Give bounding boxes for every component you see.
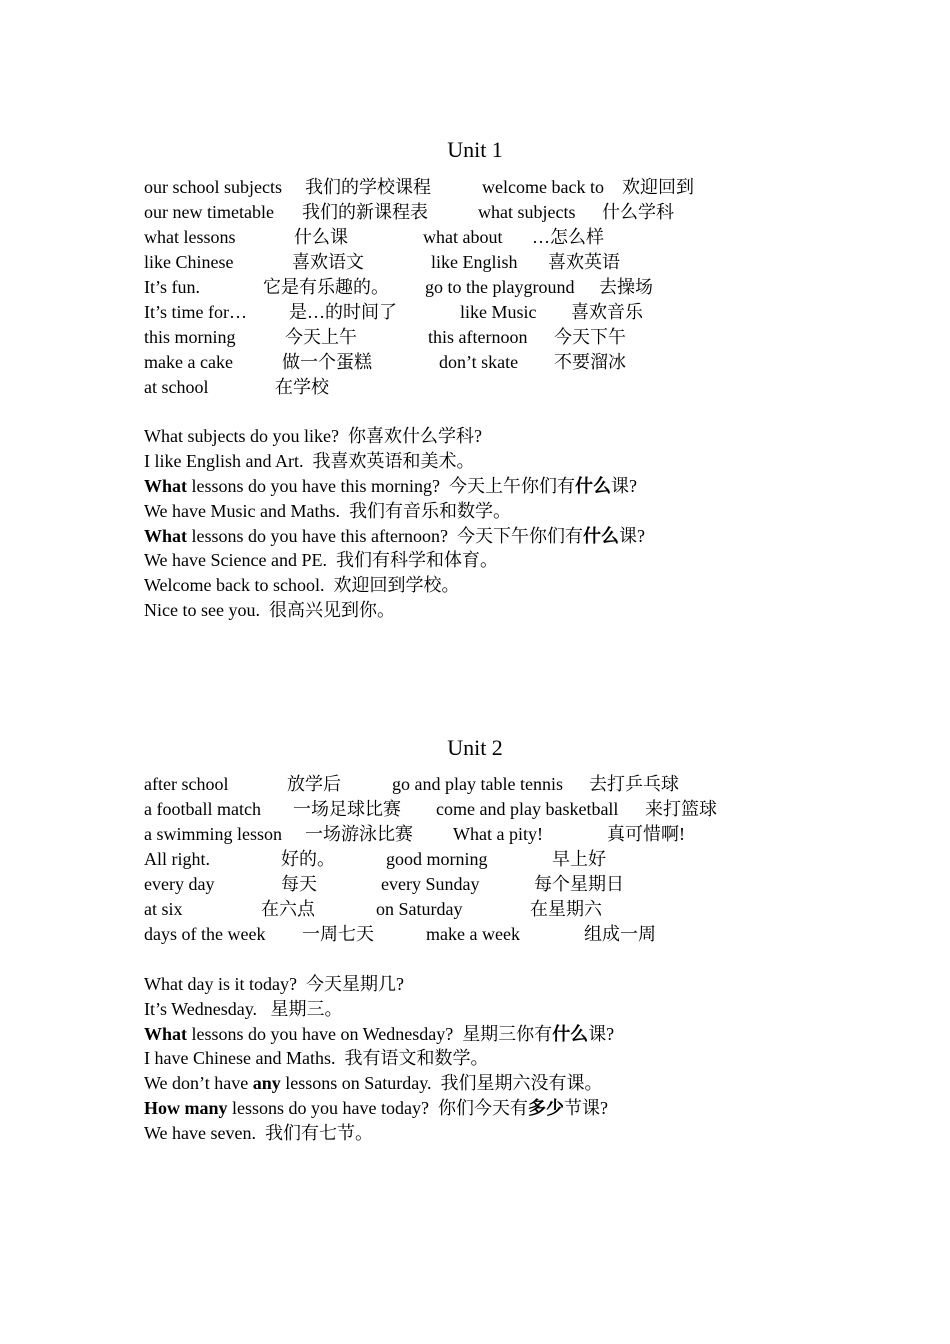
sentence-row — [144, 500, 511, 522]
phrase-cn: 每天 — [281, 874, 317, 894]
sentence-en: I have Chinese and Maths. — [144, 1048, 336, 1068]
phrase-cn: 放学后 — [287, 774, 341, 794]
sentence-cn: 星期三你有什么课? — [462, 1024, 615, 1044]
phrase-cn: 喜欢语文 — [292, 252, 364, 272]
phrase-en: like English — [431, 252, 518, 272]
phrase-en: every Sunday — [381, 874, 480, 894]
sentence-cn: 我们有音乐和数学。 — [349, 501, 512, 521]
phrase-cn: 在星期六 — [530, 899, 602, 919]
sentence-row — [144, 599, 395, 621]
phrase-cn: 来打篮球 — [645, 799, 717, 819]
phrase-en: like Chinese — [144, 252, 234, 272]
phrase-en: every day — [144, 874, 215, 894]
sentence-en: We have Music and Maths. — [144, 501, 341, 521]
sentence-row — [144, 973, 404, 995]
phrase-en: What a pity! — [453, 824, 543, 844]
phrase-cn: 喜欢音乐 — [571, 302, 643, 322]
phrase-en: this afternoon — [428, 327, 528, 347]
sentence-row — [144, 525, 645, 547]
sentence-cn: 你们今天有多少节课? — [437, 1098, 608, 1118]
phrase-cn: 一场足球比赛 — [293, 799, 401, 819]
phrase-en: our new timetable — [144, 202, 274, 222]
sentence-row — [144, 998, 343, 1020]
sentence-en: Welcome back to school. — [144, 575, 325, 595]
phrase-en: after school — [144, 774, 229, 794]
phrase-cn: 好的。 — [281, 849, 335, 869]
phrase-en: a swimming lesson — [144, 824, 282, 844]
sentence-en: What lessons do you have on Wednesday? — [144, 1024, 454, 1044]
phrase-en: this morning — [144, 327, 236, 347]
phrase-en: make a cake — [144, 352, 233, 372]
phrase-cn: 欢迎回到 — [622, 177, 694, 197]
phrase-en: days of the week — [144, 924, 266, 944]
phrase-cn: 是…的时间了 — [289, 302, 397, 322]
sentence-en: We don’t have any lessons on Saturday. — [144, 1073, 432, 1093]
phrase-en: All right. — [144, 849, 210, 869]
phrase-en: go and play table tennis — [392, 774, 563, 794]
phrase-en: what lessons — [144, 227, 236, 247]
sentence-en: How many lessons do you have today? — [144, 1098, 429, 1118]
phrase-cn: 它是有乐趣的。 — [263, 277, 389, 297]
sentence-row — [144, 1072, 603, 1094]
phrase-cn: 不要溜冰 — [554, 352, 626, 372]
phrase-cn: 真可惜啊! — [607, 824, 685, 844]
sentence-en: We have Science and PE. — [144, 550, 327, 570]
phrase-cn: 在六点 — [261, 899, 315, 919]
phrase-en: good morning — [386, 849, 488, 869]
phrase-cn: 做一个蛋糕 — [282, 352, 372, 372]
sentence-cn: 很高兴见到你。 — [268, 600, 395, 620]
sentence-cn: 今天上午你们有什么课? — [449, 476, 637, 496]
sentence-cn: 今天下午你们有什么课? — [456, 526, 645, 546]
phrase-cn: 我们的新课程表 — [302, 202, 428, 222]
phrase-cn: 什么课 — [294, 227, 348, 247]
phrase-cn: 去打乒乓球 — [589, 774, 679, 794]
sentence-row — [144, 475, 637, 497]
phrase-en: like Music — [460, 302, 537, 322]
sentence-cn: 你喜欢什么学科? — [347, 426, 482, 446]
sentence-row — [144, 1122, 373, 1144]
phrase-cn: 组成一周 — [584, 924, 656, 944]
sentence-row — [144, 450, 474, 472]
sentence-cn: 我们星期六没有课。 — [440, 1073, 603, 1093]
sentence-cn: 今天星期几? — [305, 974, 404, 994]
phrase-en: on Saturday — [376, 899, 463, 919]
phrase-cn: 喜欢英语 — [548, 252, 620, 272]
phrase-en: what subjects — [478, 202, 576, 222]
sentence-en: What subjects do you like? — [144, 426, 339, 446]
sentence-cn: 我喜欢英语和美术。 — [312, 451, 475, 471]
phrase-en: welcome back to — [482, 177, 604, 197]
sentence-row — [144, 1097, 608, 1119]
phrase-cn: 今天上午 — [285, 327, 357, 347]
phrase-en: a football match — [144, 799, 261, 819]
phrase-en: go to the playground — [425, 277, 575, 297]
sentence-cn: 我们有七节。 — [265, 1123, 373, 1143]
phrase-en: what about — [423, 227, 503, 247]
unit-2-title: Unit 2 — [447, 735, 503, 760]
sentence-cn: 欢迎回到学校。 — [333, 575, 460, 595]
phrase-en: our school subjects — [144, 177, 282, 197]
sentence-cn: 星期三。 — [270, 999, 343, 1019]
sentence-en: Nice to see you. — [144, 600, 260, 620]
sentence-row — [144, 1047, 488, 1069]
phrase-en: at school — [144, 377, 209, 397]
sentence-row — [144, 1023, 614, 1045]
phrase-cn: 我们的学校课程 — [305, 177, 431, 197]
sentence-en: What lessons do you have this afternoon? — [144, 526, 448, 546]
sentence-row — [144, 574, 460, 596]
phrase-cn: …怎么样 — [532, 227, 604, 247]
phrase-cn: 什么学科 — [602, 202, 674, 222]
sentence-en: I like English and Art. — [144, 451, 304, 471]
phrase-cn: 每个星期日 — [534, 874, 624, 894]
unit-1-title: Unit 1 — [447, 137, 503, 162]
sentence-en: What lessons do you have this morning? — [144, 476, 440, 496]
phrase-en: at six — [144, 899, 183, 919]
sentence-row — [144, 549, 498, 571]
sentence-cn: 我有语文和数学。 — [344, 1048, 489, 1068]
sentence-en: What day is it today? — [144, 974, 297, 994]
phrase-cn: 一场游泳比赛 — [305, 824, 413, 844]
phrase-cn: 去操场 — [599, 277, 653, 297]
phrase-en: come and play basketball — [436, 799, 619, 819]
phrase-en: It’s time for… — [144, 302, 247, 322]
phrase-cn: 一周七天 — [302, 924, 374, 944]
phrase-cn: 今天下午 — [554, 327, 626, 347]
phrase-en: make a week — [426, 924, 520, 944]
sentence-cn: 我们有科学和体育。 — [335, 550, 498, 570]
phrase-cn: 在学校 — [275, 377, 329, 397]
phrase-en: don’t skate — [439, 352, 519, 372]
sentence-en: It’s Wednesday. — [144, 999, 258, 1019]
sentence-en: We have seven. — [144, 1123, 256, 1143]
sentence-row — [144, 425, 482, 447]
phrase-cn: 早上好 — [552, 849, 606, 869]
phrase-en: It’s fun. — [144, 277, 200, 297]
